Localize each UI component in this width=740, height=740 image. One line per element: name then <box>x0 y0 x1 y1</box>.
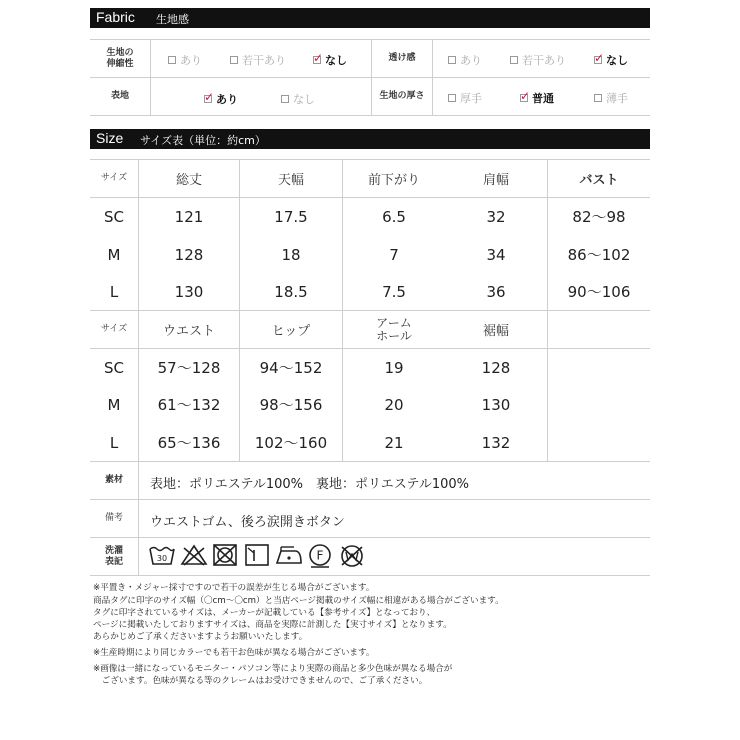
note-line: ※画像は一緒になっているモニター・パソコン等により実際の商品と多少色味が異なる場合が <box>93 664 453 674</box>
checked-checkbox-icon: ✓ <box>520 89 531 103</box>
care-label: 洗濯 表記 <box>104 545 123 567</box>
cell: 57〜128 <box>157 359 221 377</box>
size-sc: SC <box>104 358 124 377</box>
sheerness-label: 透け感 <box>388 53 416 63</box>
cell: 32 <box>486 207 506 226</box>
cell: 130 <box>481 395 511 414</box>
size-l: L <box>109 282 119 301</box>
stretch-option-no: ✓ なし <box>313 51 347 67</box>
sheer-option-no: ✓ なし <box>594 51 628 67</box>
size-title-jp: サイズ表（単位：約cm） <box>140 134 266 147</box>
fabric-header-bar <box>90 8 650 28</box>
cell: 94〜152 <box>259 359 323 377</box>
cell: 18.5 <box>274 282 308 301</box>
lining-option-yes: ✓ あり <box>204 90 238 106</box>
checkbox-icon <box>510 56 518 64</box>
checkbox-icon <box>281 95 289 103</box>
no-bleach-icon <box>180 544 208 566</box>
remarks-label: 備考 <box>104 513 123 523</box>
checkbox-icon <box>230 56 238 64</box>
checkbox-icon <box>448 56 456 64</box>
stretch-label: 生地の 伸縮性 <box>106 47 134 69</box>
header-front-drop: 前下がり <box>367 173 420 188</box>
cell: 19 <box>384 358 404 377</box>
dry-letter: F <box>316 548 324 563</box>
header-total-length: 総丈 <box>175 173 202 188</box>
header-neck-width: 天幅 <box>277 173 304 188</box>
size-title-en: Size <box>96 130 124 146</box>
cell: 61〜132 <box>157 396 221 414</box>
note-line: あらかじめご了承くださいますようお願いいたします。 <box>93 632 308 642</box>
remarks-value: ウエストゴム、後ろ涙開きボタン <box>150 515 345 530</box>
header-hip: ヒップ <box>271 324 311 339</box>
fabric-title-en: Fabric <box>96 9 135 25</box>
thickness-option-thin: 薄手 <box>594 90 628 106</box>
size-l: L <box>109 433 119 452</box>
wash-30-icon <box>148 544 176 566</box>
cell: 98〜156 <box>259 396 323 414</box>
checked-checkbox-icon: ✓ <box>313 51 324 65</box>
cell: 18 <box>281 245 301 264</box>
checkbox-icon <box>448 94 456 102</box>
sheer-option-slight: 若干あり <box>510 52 566 68</box>
note-line: 商品タグに印字のサイズ幅（〇cm〜〇cm）と当店ページ掲載のサイズ幅に相違がある場合がございます。 <box>93 596 504 606</box>
checked-checkbox-icon: ✓ <box>594 51 605 65</box>
cell: 7 <box>389 245 399 264</box>
stretch-option-yes: あり <box>168 52 202 68</box>
cell: 65〜136 <box>157 434 221 452</box>
lining-label: 表地 <box>110 91 129 101</box>
size-m: M <box>107 245 121 264</box>
checkbox-icon <box>594 94 602 102</box>
cell: 17.5 <box>274 207 308 226</box>
size-col-label: サイズ <box>100 173 128 183</box>
no-tumble-dry-icon <box>212 544 238 566</box>
cell: 6.5 <box>382 207 406 226</box>
cell: 34 <box>486 245 506 264</box>
fabric-title-jp: 生地感 <box>156 13 189 26</box>
cell <box>548 424 650 461</box>
cell: 21 <box>384 433 404 452</box>
cell <box>548 349 650 386</box>
size-sc: SC <box>104 207 124 226</box>
cell: 82〜98 <box>572 208 626 226</box>
size-col-label-2: サイズ <box>100 324 128 334</box>
cell: 36 <box>486 282 506 301</box>
cell: 102〜160 <box>254 434 328 452</box>
sheer-option-yes: あり <box>448 52 482 68</box>
material-label: 素材 <box>104 475 123 485</box>
note-line: ございます。色味が異なる等のクレームはお受けできませんので、ご了承ください。 <box>93 676 428 686</box>
checked-checkbox-icon: ✓ <box>204 90 215 104</box>
cell: 128 <box>481 358 511 377</box>
checkbox-icon <box>168 56 176 64</box>
note-line: ※生産時期により同じカラーでも若干お色味が異なる場合がございます。 <box>93 648 375 658</box>
iron-low-icon <box>274 544 304 566</box>
header-bust: バスト <box>579 173 619 188</box>
size-m: M <box>107 395 121 414</box>
thickness-label: 生地の厚さ <box>379 91 425 101</box>
note-line: ※平置き・メジャー採寸ですので若干の誤差が生じる場合がございます。 <box>93 583 375 593</box>
header-hem-width: 裾幅 <box>482 324 509 339</box>
cell: 90〜106 <box>567 283 631 301</box>
cell: 128 <box>174 245 204 264</box>
header-armhole: アーム ホール <box>376 315 412 343</box>
cell: 7.5 <box>382 282 406 301</box>
no-wet-clean-icon <box>338 544 366 568</box>
cell: 121 <box>174 207 204 226</box>
stretch-option-slight: 若干あり <box>230 52 286 68</box>
cell: 132 <box>481 433 511 452</box>
size-header-bar <box>90 129 650 149</box>
cell: 20 <box>384 395 404 414</box>
cell <box>548 386 650 423</box>
cell: 86〜102 <box>567 246 631 264</box>
header-shoulder-width: 肩幅 <box>482 173 509 188</box>
thickness-option-thick: 厚手 <box>448 90 482 106</box>
lining-option-no: なし <box>281 91 315 107</box>
line-dry-icon <box>244 544 270 566</box>
material-value: 表地：ポリエステル100% 裏地：ポリエステル100% <box>150 477 469 492</box>
dry-clean-f-icon <box>307 543 333 569</box>
thickness-option-normal: ✓ 普通 <box>520 89 554 105</box>
note-line: ページに掲載いたしておりますサイズは、商品を実際に計測した【実寸サイズ】となります。 <box>93 620 452 630</box>
note-line: タグに印字されているサイズは、メーカーが記載している【参考サイズ】となっており、 <box>93 608 436 618</box>
header-waist: ウエスト <box>162 324 215 339</box>
wash-temp: 30 <box>156 554 168 563</box>
header-empty <box>548 311 650 348</box>
cell: 130 <box>174 282 204 301</box>
